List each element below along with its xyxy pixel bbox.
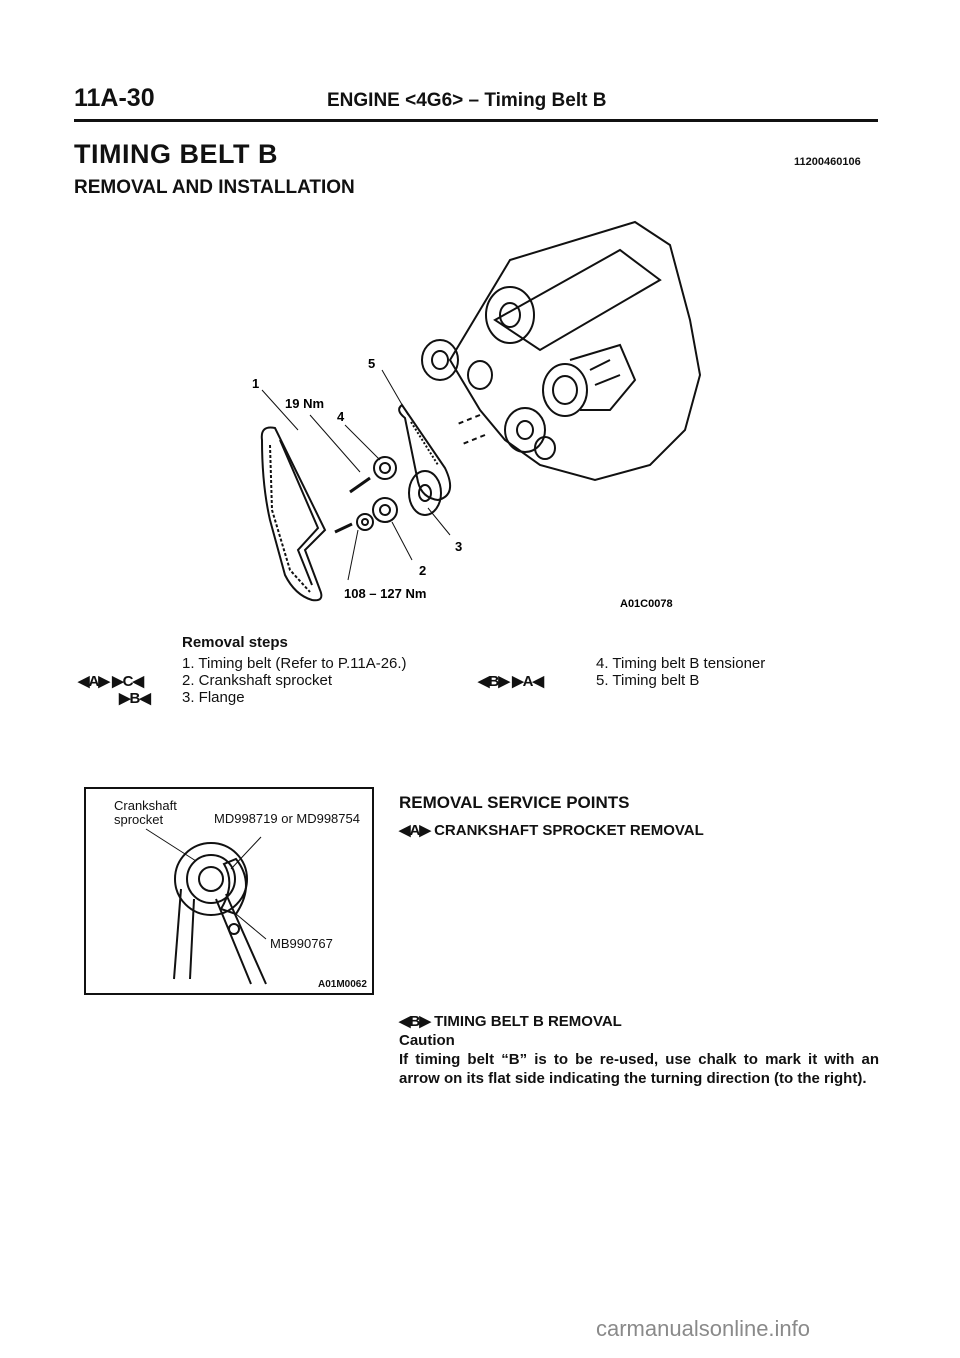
step-3-symbols: ▶B◀ [119, 690, 150, 707]
label-wrench-tool: MB990767 [270, 936, 333, 951]
page-number: 11A-30 [74, 84, 155, 112]
timing-belt [262, 428, 325, 601]
running-title: ENGINE <4G6> – Timing Belt B [327, 90, 607, 111]
step-2-symbols: ◀A▶ ▶C◀ [78, 673, 143, 690]
section-title: TIMING BELT B [74, 139, 278, 169]
section-subtitle: REMOVAL AND INSTALLATION [74, 177, 355, 198]
caution-text: If timing belt “B” is to be re-used, use chalk to mark it with an arrow on its flat side indicating the turning direction (to the right). [399, 1051, 879, 1087]
label-item-1: 1 [252, 376, 260, 391]
label-special-tool: MD998719 or MD998754 [214, 811, 360, 826]
tool-drawing [86, 789, 372, 993]
removal-step-1: 1. Timing belt (Refer to P.11A-26.) [182, 655, 407, 672]
label-item-2: 2 [419, 563, 427, 578]
label-item-3: 3 [455, 539, 463, 554]
label-item-4: 4 [337, 409, 345, 424]
document-code: 11200460106 [794, 156, 861, 168]
removal-step-2: 2. Crankshaft sprocket [182, 672, 333, 689]
timing-belt-diagram [240, 210, 720, 610]
service-b-title: TIMING BELT B REMOVAL [434, 1013, 622, 1030]
watermark: carmanualsonline.info [596, 1316, 811, 1341]
step-5-symbols: ◀B▶ ▶A◀ [478, 673, 543, 690]
tool-figure [84, 787, 374, 995]
tool-figure-code: A01M0062 [318, 979, 367, 990]
removal-steps-heading: Removal steps [182, 634, 288, 651]
caution-label: Caution [399, 1032, 455, 1049]
service-a-symbol: ◀A▶ [399, 822, 430, 839]
service-points-heading: REMOVAL SERVICE POINTS [399, 793, 630, 812]
service-point-b [399, 1012, 622, 1030]
label-item-5: 5 [368, 356, 376, 371]
service-b-symbol: ◀B▶ [399, 1013, 430, 1030]
label-crankshaft-sprocket: Crankshaft sprocket [114, 798, 177, 827]
removal-step-5: 5. Timing belt B [596, 672, 700, 689]
removal-step-3: 3. Flange [182, 689, 245, 706]
figure-code: A01C0078 [620, 598, 673, 610]
label-torque-108: 108 – 127 Nm [344, 586, 427, 601]
service-point-a [399, 821, 704, 839]
service-a-title: CRANKSHAFT SPROCKET REMOVAL [434, 822, 704, 839]
removal-step-4: 4. Timing belt B tensioner [596, 655, 766, 672]
label-torque-19: 19 Nm [285, 396, 325, 411]
header-rule [74, 119, 878, 122]
engine-block [422, 222, 700, 480]
